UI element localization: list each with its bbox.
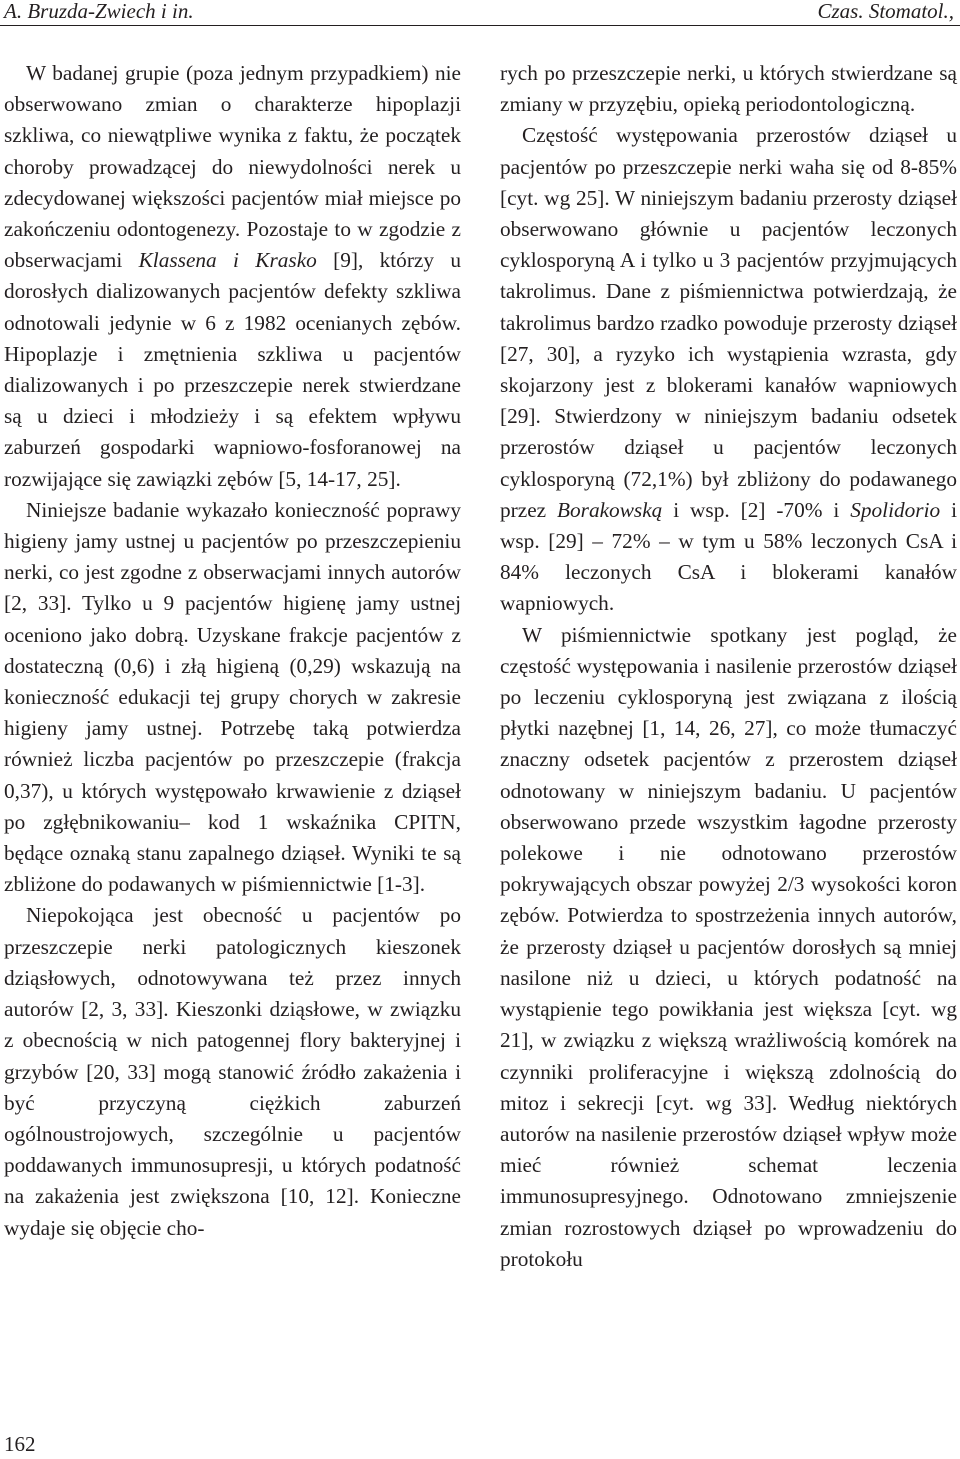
paragraph (4, 58, 461, 495)
paragraph-text: i wsp. [29] – 72% – w tym u 58% leczonych CsA i 84% leczonych CsA i blokerami kanałów wapniowych. (500, 497, 957, 616)
paragraph (500, 120, 957, 619)
page-number: 162 (4, 1432, 36, 1456)
header-authors: A. Bruzda-Zwiech i in. (4, 0, 194, 23)
left-column (4, 58, 461, 1244)
cited-author: Borakowską (557, 497, 663, 522)
paragraph: W piśmiennictwie spotkany jest pogląd, że częstość występowania i nasilenie przerostów dziąseł po leczeniu cyklosporyną jest związana z ilością płytki nazębnej [1, 14, 26, 27], co może tłumaczyć znaczny odsetek pacjentów z przerostem dziąseł odnotowany w niniejszym badaniu. U pacjentów obserwowano przede wszystkim łagodne przerosty polekowe i nie odnotowano przerostów pokrywających obszar powyżej 2/3 wysokości koron zębów. Potwierdza to spostrzeżenia innych autorów, że przerosty dziąseł u pacjentów dorosłych są mniej nasilone niż u dzieci, u których podatność na wystąpienie tego powikłania jest większa [cyt. wg 21], w związku z większą wrażliwością komórek na czynniki proliferacyjne i większą zdolnością do mitoz i sekrecji [cyt. wg 33]. Według niektórych autorów na nasilenie przerostów dziąseł wpływ może mieć również schemat leczenia immunosupresyjnego. Odnotowano zmniejszenie zmian rozrostowych dziąseł po wprowadzeniu do protokołu (500, 622, 957, 1271)
paragraph: rych po przeszczepie nerki, u których stwierdzane są zmiany w przyzębiu, opieką periodontologiczną. (500, 61, 957, 117)
paragraph: Niniejsze badanie wykazało konieczność poprawy higieny jamy ustnej u pacjentów po przeszczepieniu nerki, co jest zgodne z obserwacjami innych autorów [2, 33]. Tylko u 9 pacjentów higienę jamy ustnej oceniono jako dobrą. Uzyskane frakcje pacjentów z dostateczną (0,6) i złą higieną (0,29) wskazują na konieczność edukacji tej grupy chorych w zakresie higieny jamy ustnej. Potrzebę taką potwierdza również liczba pacjentów po przeszczepie (frakcja 0,37), u których występowało krwawienie z dziąseł po zgłębnikowaniu– kod 1 wskaźnika CPITN, będące oznaką stanu zapalnego dziąseł. Wyniki te są zbliżone do podawanych w piśmiennictwie [1-3]. (4, 497, 461, 897)
paragraph-text: Częstość występowania przerostów dziąseł u pacjentów po przeszczepie nerki waha się od 8-85% [cyt. wg 25]. W niniejszym badaniu przerosty dziąseł obserwowano głównie u pacjentów leczonych cyklosporyną A i tylko u 3 pacjentów przyjmujących takrolimus. Dane z piśmiennictwa potwierdzają, że takrolimus bardzo rzadko powoduje przerosty dziąseł [27, 30], a ryzyko ich wystąpienia wzrasta, gdy skojarzony jest z blokerami kanałów wapniowych [29]. Stwierdzony w niniejszym badaniu odsetek przerostów dziąseł u pacjentów leczonych cyklosporyną (72,1%) był zbliżony do podawanego przez (500, 123, 957, 522)
paragraph-text: W badanej grupie (poza jednym przypadkiem) nie obserwowano zmian o charakterze hipoplazji szkliwa, co niewątpliwe wynika z faktu, że początek choroby prowadzącej do niewydolności nerek u zdecydowanej większości pacjentów miał miejsce po zakończeniu odontogenezy. Pozostaje to w zgodzie z obserwacjami (4, 61, 461, 273)
paragraph-text: i wsp. [2] -70% i (662, 497, 851, 522)
paragraph-text: [9], którzy u dorosłych dializowanych pacjentów defekty szkliwa odnotowali jedynie w 6 z 1982 ocenianych zębów. Hipoplazje i zmętnienia szkliwa u pacjentów dializowanych i po przeszczepie nerek stwierdzane są u dzieci i młodzieży i są efektem wpływu zaburzeń gospodarki wapniowo-fosforanowej na rozwijające się zawiązki zębów [5, 14-17, 25]. (4, 248, 461, 491)
cited-author: Spolidorio (850, 497, 941, 522)
running-header (0, 0, 960, 26)
right-column (500, 58, 957, 1275)
header-journal: Czas. Stomatol., (817, 0, 954, 23)
paragraph: Niepokojąca jest obecność u pacjentów po przeszczepie nerki patologicznych kieszonek dziąsłowych, odnotowywana też przez innych autorów [2, 3, 33]. Kieszonki dziąsłowe, w związku z obecnością w nich patogennej flory bakteryjnej i grzybów [20, 33] mogą stanowić źródło zakażenia i być przyczyną ciężkich zaburzeń ogólnoustrojowych, szczególnie u pacjentów poddawanych immunosupresji, u których podatność na zakażenia jest zwiększona [10, 12]. Konieczne wydaje się objęcie cho- (4, 903, 461, 1240)
cited-authors: Klassena i Krasko (138, 248, 317, 273)
